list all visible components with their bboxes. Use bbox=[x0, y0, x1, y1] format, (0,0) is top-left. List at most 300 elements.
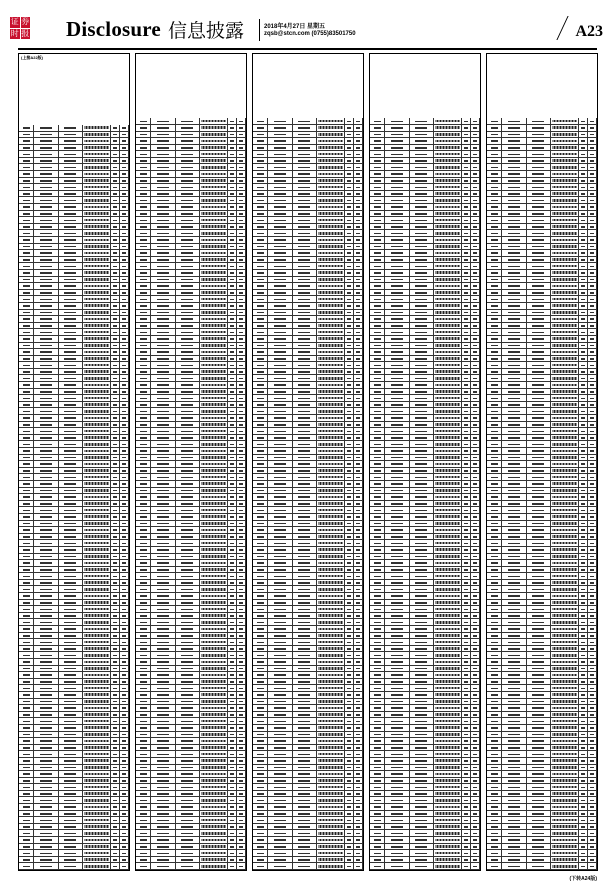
table-cell bbox=[228, 428, 237, 434]
table-cell bbox=[527, 692, 551, 698]
table-cell bbox=[502, 837, 526, 843]
table-cell bbox=[136, 626, 151, 632]
table-cell bbox=[551, 343, 580, 349]
table-row bbox=[19, 211, 129, 218]
table-cell bbox=[370, 514, 385, 520]
table-cell bbox=[293, 184, 317, 190]
table-cell bbox=[462, 771, 471, 777]
table-cell bbox=[579, 191, 588, 197]
table-cell bbox=[253, 158, 268, 164]
table-cell bbox=[120, 534, 129, 540]
table-row bbox=[487, 283, 597, 290]
table-cell bbox=[176, 712, 200, 718]
table-cell bbox=[551, 125, 580, 131]
table-cell bbox=[34, 178, 58, 184]
table-cell bbox=[551, 751, 580, 757]
table-cell bbox=[588, 626, 597, 632]
table-cell bbox=[83, 534, 112, 540]
table-cell bbox=[237, 817, 246, 823]
table-cell bbox=[83, 389, 112, 395]
table-cell bbox=[579, 474, 588, 480]
table-cell bbox=[237, 521, 246, 527]
table-cell bbox=[268, 448, 292, 454]
table-cell bbox=[111, 151, 120, 157]
table-cell bbox=[268, 732, 292, 738]
table-cell bbox=[111, 765, 120, 771]
table-row bbox=[136, 613, 246, 620]
table-row bbox=[487, 633, 597, 640]
table-cell bbox=[34, 685, 58, 691]
table-cell bbox=[19, 178, 34, 184]
table-cell bbox=[588, 633, 597, 639]
table-cell bbox=[59, 824, 83, 830]
contact-info: zqsb@stcn.com (0755)83501750 bbox=[264, 31, 356, 37]
table-cell bbox=[59, 237, 83, 243]
table-cell bbox=[487, 863, 502, 869]
table-cell bbox=[410, 488, 434, 494]
table-cell bbox=[385, 244, 409, 250]
table-cell bbox=[370, 521, 385, 527]
table-cell bbox=[434, 580, 463, 586]
table-row bbox=[370, 705, 480, 712]
table-cell bbox=[136, 204, 151, 210]
table-cell bbox=[228, 283, 237, 289]
table-cell bbox=[345, 395, 354, 401]
table-cell bbox=[228, 817, 237, 823]
table-cell bbox=[551, 606, 580, 612]
table-cell bbox=[120, 633, 129, 639]
table-cell bbox=[527, 554, 551, 560]
table-cell bbox=[200, 685, 229, 691]
table-cell bbox=[268, 600, 292, 606]
table-cell bbox=[462, 428, 471, 434]
table-cell bbox=[83, 395, 112, 401]
table-row bbox=[487, 547, 597, 554]
table-cell bbox=[200, 824, 229, 830]
table-cell bbox=[354, 270, 363, 276]
table-cell bbox=[120, 263, 129, 269]
table-cell bbox=[502, 217, 526, 223]
table-cell bbox=[237, 692, 246, 698]
table-cell bbox=[293, 659, 317, 665]
table-cell bbox=[136, 560, 151, 566]
table-cell bbox=[487, 132, 502, 138]
divider bbox=[556, 16, 568, 40]
table-row bbox=[253, 778, 363, 785]
table-cell bbox=[385, 356, 409, 362]
table-cell bbox=[370, 626, 385, 632]
table-cell bbox=[345, 422, 354, 428]
table-cell bbox=[370, 699, 385, 705]
table-row bbox=[370, 362, 480, 369]
table-cell bbox=[527, 824, 551, 830]
table-cell bbox=[370, 501, 385, 507]
table-cell bbox=[588, 613, 597, 619]
table-cell bbox=[370, 145, 385, 151]
table-cell bbox=[136, 633, 151, 639]
table-cell bbox=[527, 422, 551, 428]
masthead bbox=[0, 0, 615, 48]
table-cell bbox=[151, 316, 175, 322]
table-cell bbox=[237, 145, 246, 151]
table-row bbox=[370, 230, 480, 237]
table-cell bbox=[19, 514, 34, 520]
table-cell bbox=[354, 382, 363, 388]
table-cell bbox=[176, 237, 200, 243]
table-cell bbox=[579, 257, 588, 263]
table-cell bbox=[200, 507, 229, 513]
table-cell bbox=[228, 765, 237, 771]
table-cell bbox=[471, 626, 480, 632]
table-row bbox=[136, 732, 246, 739]
table-cell bbox=[551, 191, 580, 197]
table-cell bbox=[410, 277, 434, 283]
table-cell bbox=[551, 369, 580, 375]
table-row bbox=[487, 369, 597, 376]
table-cell bbox=[434, 501, 463, 507]
table-cell bbox=[317, 580, 346, 586]
table-cell bbox=[83, 784, 112, 790]
table-cell bbox=[151, 521, 175, 527]
table-cell bbox=[228, 178, 237, 184]
table-cell bbox=[551, 375, 580, 381]
table-cell bbox=[345, 692, 354, 698]
table-cell bbox=[136, 461, 151, 467]
table-cell bbox=[317, 310, 346, 316]
table-cell bbox=[176, 606, 200, 612]
table-cell bbox=[120, 725, 129, 731]
table-cell bbox=[151, 428, 175, 434]
table-cell bbox=[502, 448, 526, 454]
table-cell bbox=[487, 164, 502, 170]
table-cell bbox=[579, 613, 588, 619]
table-cell bbox=[471, 547, 480, 553]
table-cell bbox=[120, 244, 129, 250]
table-cell bbox=[370, 422, 385, 428]
table-cell bbox=[176, 178, 200, 184]
table-cell bbox=[588, 778, 597, 784]
table-cell bbox=[462, 639, 471, 645]
newspaper-logo bbox=[10, 17, 30, 39]
table-cell bbox=[34, 408, 58, 414]
table-row bbox=[136, 758, 246, 765]
table-cell bbox=[83, 474, 112, 480]
table-cell bbox=[434, 455, 463, 461]
table-cell bbox=[462, 422, 471, 428]
table-cell bbox=[19, 138, 34, 144]
table-cell bbox=[268, 560, 292, 566]
table-cell bbox=[527, 514, 551, 520]
table-cell bbox=[176, 514, 200, 520]
table-cell bbox=[354, 237, 363, 243]
table-cell bbox=[136, 507, 151, 513]
table-cell bbox=[579, 468, 588, 474]
table-cell bbox=[293, 507, 317, 513]
table-cell bbox=[385, 488, 409, 494]
table-cell bbox=[354, 586, 363, 592]
table-cell bbox=[253, 369, 268, 375]
table-cell bbox=[385, 118, 409, 124]
table-cell bbox=[83, 283, 112, 289]
table-row bbox=[253, 263, 363, 270]
table-cell bbox=[200, 362, 229, 368]
table-cell bbox=[551, 732, 580, 738]
table-cell bbox=[136, 652, 151, 658]
table-cell bbox=[317, 145, 346, 151]
table-cell bbox=[527, 738, 551, 744]
table-cell bbox=[410, 118, 434, 124]
table-cell bbox=[268, 619, 292, 625]
table-rows bbox=[19, 125, 129, 870]
table-cell bbox=[354, 257, 363, 263]
table-cell bbox=[111, 395, 120, 401]
table-cell bbox=[151, 481, 175, 487]
table-cell bbox=[385, 672, 409, 678]
table-row bbox=[136, 422, 246, 429]
table-cell bbox=[228, 494, 237, 500]
table-cell bbox=[111, 310, 120, 316]
table-cell bbox=[527, 613, 551, 619]
table-cell bbox=[385, 257, 409, 263]
table-cell bbox=[317, 217, 346, 223]
table-cell bbox=[136, 349, 151, 355]
table-cell bbox=[136, 573, 151, 579]
table-cell bbox=[317, 573, 346, 579]
table-cell bbox=[253, 758, 268, 764]
table-cell bbox=[345, 468, 354, 474]
table-cell bbox=[487, 125, 502, 131]
table-cell bbox=[462, 461, 471, 467]
table-cell bbox=[176, 270, 200, 276]
table-cell bbox=[200, 705, 229, 711]
table-cell bbox=[34, 672, 58, 678]
table-cell bbox=[293, 600, 317, 606]
table-row bbox=[253, 659, 363, 666]
table-cell bbox=[293, 699, 317, 705]
table-cell bbox=[293, 455, 317, 461]
table-cell bbox=[19, 310, 34, 316]
table-cell bbox=[345, 534, 354, 540]
table-cell bbox=[462, 230, 471, 236]
table-cell bbox=[293, 573, 317, 579]
table-row bbox=[19, 811, 129, 818]
table-cell bbox=[527, 389, 551, 395]
table-cell bbox=[136, 705, 151, 711]
table-cell bbox=[136, 197, 151, 203]
table-cell bbox=[136, 145, 151, 151]
table-cell bbox=[354, 844, 363, 850]
table-cell bbox=[345, 659, 354, 665]
table-cell bbox=[200, 521, 229, 527]
table-cell bbox=[237, 395, 246, 401]
table-cell bbox=[410, 712, 434, 718]
table-cell bbox=[111, 250, 120, 256]
table-cell bbox=[551, 712, 580, 718]
table-cell bbox=[502, 758, 526, 764]
table-cell bbox=[151, 692, 175, 698]
table-cell bbox=[120, 224, 129, 230]
table-cell bbox=[200, 461, 229, 467]
table-cell bbox=[471, 817, 480, 823]
table-row bbox=[370, 132, 480, 139]
table-cell bbox=[83, 626, 112, 632]
table-cell bbox=[111, 639, 120, 645]
table-cell bbox=[237, 132, 246, 138]
table-cell bbox=[370, 316, 385, 322]
table-row bbox=[370, 613, 480, 620]
table-cell bbox=[176, 758, 200, 764]
table-cell bbox=[111, 784, 120, 790]
table-cell bbox=[588, 138, 597, 144]
table-cell bbox=[19, 263, 34, 269]
table-cell bbox=[111, 666, 120, 672]
table-cell bbox=[83, 573, 112, 579]
table-cell bbox=[200, 692, 229, 698]
table-cell bbox=[34, 521, 58, 527]
table-cell bbox=[370, 441, 385, 447]
table-cell bbox=[410, 237, 434, 243]
table-cell bbox=[588, 481, 597, 487]
table-cell bbox=[354, 560, 363, 566]
table-cell bbox=[200, 263, 229, 269]
table-cell bbox=[136, 679, 151, 685]
table-cell bbox=[487, 784, 502, 790]
table-cell bbox=[354, 362, 363, 368]
table-row bbox=[370, 765, 480, 772]
table-cell bbox=[34, 580, 58, 586]
table-cell bbox=[317, 501, 346, 507]
table-cell bbox=[588, 415, 597, 421]
table-cell bbox=[487, 178, 502, 184]
table-cell bbox=[588, 356, 597, 362]
table-cell bbox=[237, 652, 246, 658]
table-cell bbox=[502, 600, 526, 606]
table-cell bbox=[487, 606, 502, 612]
table-cell bbox=[293, 461, 317, 467]
table-cell bbox=[120, 362, 129, 368]
table-cell bbox=[293, 738, 317, 744]
table-cell bbox=[176, 211, 200, 217]
table-cell bbox=[354, 507, 363, 513]
table-cell bbox=[136, 619, 151, 625]
table-cell bbox=[136, 672, 151, 678]
table-cell bbox=[293, 171, 317, 177]
table-cell bbox=[354, 857, 363, 863]
table-cell bbox=[83, 217, 112, 223]
table-cell bbox=[19, 811, 34, 817]
table-cell bbox=[502, 580, 526, 586]
table-cell bbox=[579, 857, 588, 863]
table-cell bbox=[83, 652, 112, 658]
table-cell bbox=[237, 633, 246, 639]
table-cell bbox=[588, 751, 597, 757]
table-cell bbox=[551, 646, 580, 652]
table-row bbox=[253, 791, 363, 798]
table-cell bbox=[385, 586, 409, 592]
table-cell bbox=[588, 830, 597, 836]
table-cell bbox=[293, 732, 317, 738]
table-cell bbox=[317, 751, 346, 757]
table-cell bbox=[487, 705, 502, 711]
table-cell bbox=[551, 725, 580, 731]
table-cell bbox=[59, 290, 83, 296]
table-cell bbox=[120, 626, 129, 632]
table-cell bbox=[34, 250, 58, 256]
table-cell bbox=[370, 692, 385, 698]
table-row bbox=[253, 132, 363, 139]
table-cell bbox=[345, 283, 354, 289]
table-cell bbox=[462, 310, 471, 316]
table-cell bbox=[268, 375, 292, 381]
table-cell bbox=[579, 659, 588, 665]
table-cell bbox=[83, 580, 112, 586]
table-cell bbox=[471, 408, 480, 414]
table-cell bbox=[293, 481, 317, 487]
table-cell bbox=[200, 679, 229, 685]
table-cell bbox=[228, 448, 237, 454]
table-cell bbox=[317, 488, 346, 494]
table-cell bbox=[136, 230, 151, 236]
table-row bbox=[253, 527, 363, 534]
table-cell bbox=[83, 521, 112, 527]
table-row bbox=[136, 646, 246, 653]
table-cell bbox=[136, 751, 151, 757]
table-row bbox=[136, 593, 246, 600]
table-cell bbox=[19, 349, 34, 355]
table-cell bbox=[120, 336, 129, 342]
table-cell bbox=[151, 356, 175, 362]
table-cell bbox=[502, 745, 526, 751]
table-cell bbox=[385, 804, 409, 810]
table-row bbox=[370, 468, 480, 475]
table-row bbox=[487, 356, 597, 363]
table-cell bbox=[370, 290, 385, 296]
table-cell bbox=[120, 428, 129, 434]
table-row bbox=[487, 151, 597, 158]
table-cell bbox=[579, 197, 588, 203]
table-cell bbox=[410, 593, 434, 599]
table-cell bbox=[471, 837, 480, 843]
table-cell bbox=[370, 672, 385, 678]
table-cell bbox=[237, 481, 246, 487]
table-cell bbox=[354, 699, 363, 705]
table-cell bbox=[588, 488, 597, 494]
continuation-note: (上接A22版) bbox=[21, 55, 44, 60]
table-cell bbox=[370, 395, 385, 401]
table-cell bbox=[228, 830, 237, 836]
table-cell bbox=[487, 521, 502, 527]
table-cell bbox=[19, 494, 34, 500]
table-cell bbox=[345, 224, 354, 230]
table-row bbox=[19, 369, 129, 376]
table-cell bbox=[385, 369, 409, 375]
table-cell bbox=[588, 534, 597, 540]
table-row bbox=[370, 178, 480, 185]
table-row bbox=[253, 692, 363, 699]
table-row bbox=[19, 771, 129, 778]
table-cell bbox=[354, 600, 363, 606]
table-cell bbox=[34, 507, 58, 513]
table-cell bbox=[385, 659, 409, 665]
table-cell bbox=[293, 718, 317, 724]
table-row bbox=[136, 402, 246, 409]
table-cell bbox=[293, 197, 317, 203]
table-cell bbox=[176, 336, 200, 342]
table-cell bbox=[200, 606, 229, 612]
table-cell bbox=[136, 771, 151, 777]
table-cell bbox=[136, 336, 151, 342]
table-cell bbox=[385, 343, 409, 349]
